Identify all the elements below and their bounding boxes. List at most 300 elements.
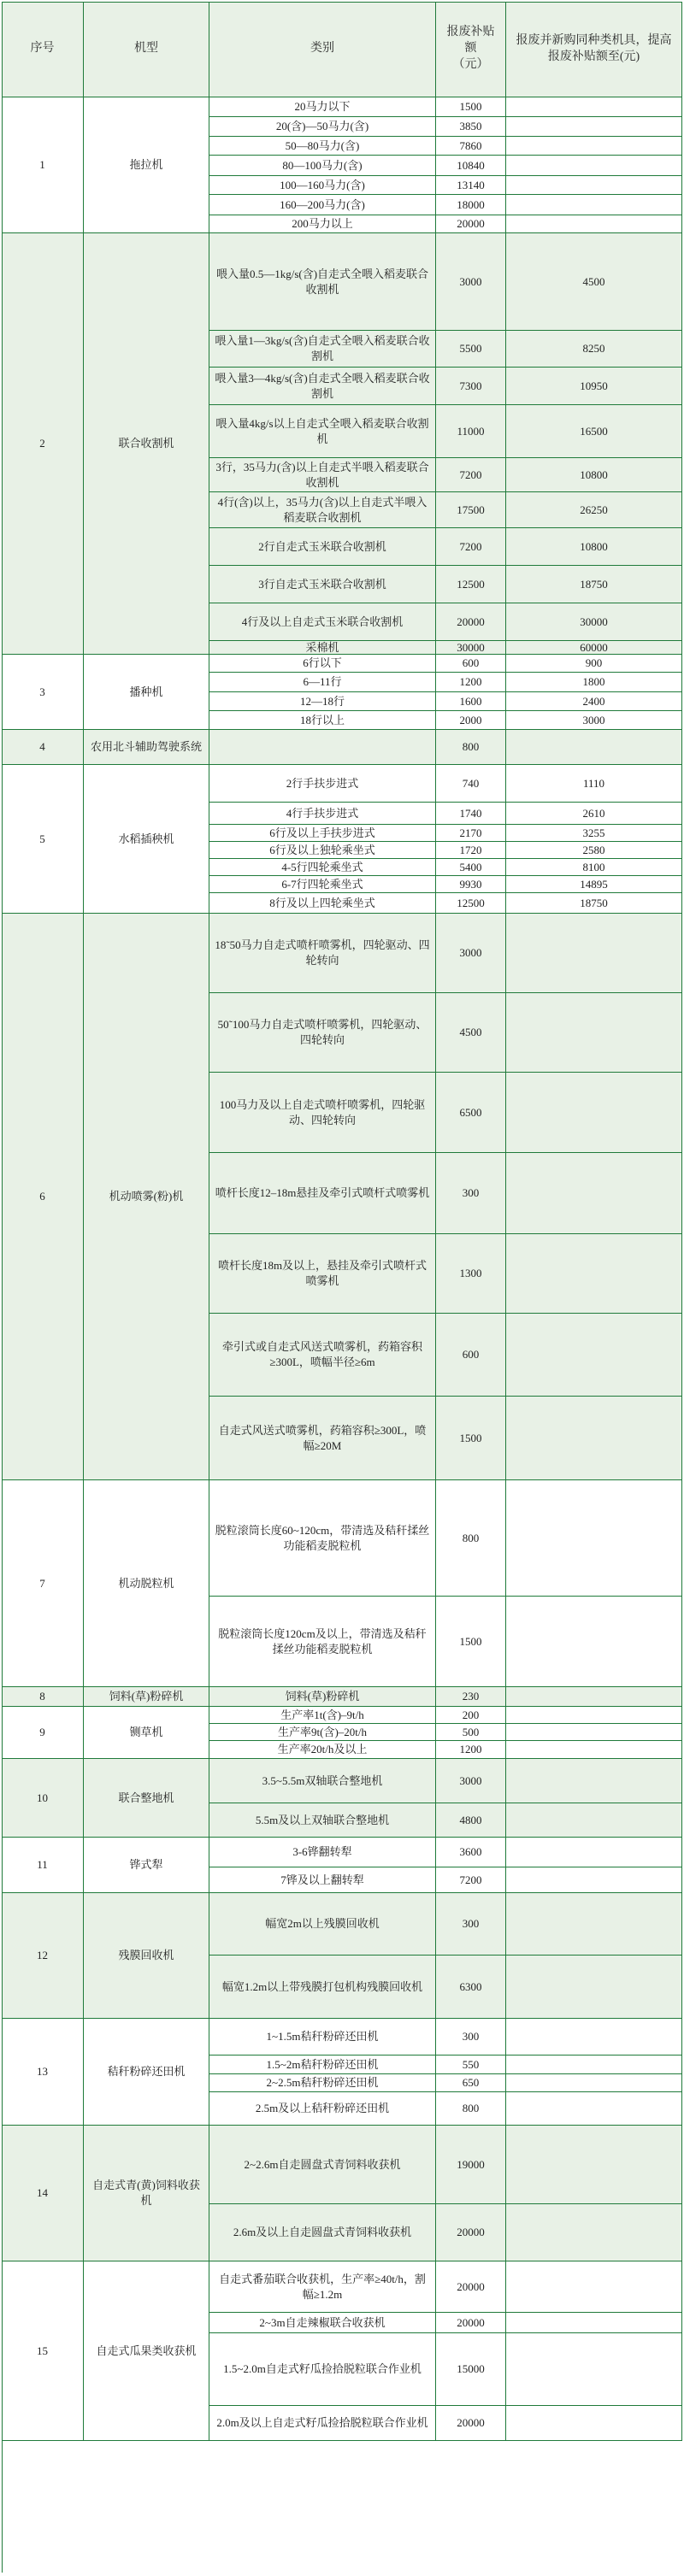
machine-type [84,1480,209,1687]
category-cell [209,405,436,458]
group-number-text: 9 [39,1726,45,1739]
category-cell [209,215,436,233]
new-subsidy-cell [506,195,682,215]
new-subsidy-cell [506,215,682,233]
subsidy-cell-text: 30000 [457,641,485,654]
machine-type [84,97,209,233]
machine-type-text: 铧式犁 [129,1858,163,1872]
new-subsidy-cell [506,331,682,368]
category-cell [209,673,436,692]
subsidy-cell-text: 6300 [459,1979,482,1993]
category-cell [209,1397,436,1480]
subsidy-cell [436,2019,506,2056]
new-subsidy-cell [506,2074,682,2092]
subsidy-cell-text: 20000 [457,615,485,628]
new-subsidy-cell-text: 10950 [580,379,608,392]
subsidy-cell [436,641,506,655]
subsidy-cell [436,1234,506,1314]
subsidy-cell [436,914,506,993]
category-cell [209,331,436,368]
subsidy-cell [436,156,506,176]
subsidy-cell [436,233,506,331]
new-subsidy-cell [506,2204,682,2261]
new-subsidy-cell [506,1759,682,1803]
new-subsidy-cell [506,1597,682,1687]
subsidy-cell [436,1597,506,1687]
category-cell [209,2019,436,2056]
new-subsidy-cell-text: 1110 [582,776,605,790]
category-cell-text: 7铧及以上翻转犁 [280,1873,364,1886]
machine-type [84,1893,209,2019]
machine-type-text: 联合收割机 [118,437,174,450]
new-subsidy-cell-text: 2580 [582,843,605,856]
group-number [2,1480,84,1687]
category-cell-text: 喂入量3—4kg/s(含)自走式全喂入稻麦联合收割机 [215,371,430,400]
subsidy-cell-text: 18000 [457,197,485,211]
group-number-text: 12 [37,1949,48,1962]
subsidy-cell [436,1759,506,1803]
machine-type [84,2126,209,2261]
category-cell [209,876,436,893]
subsidy-cell-text: 3000 [459,946,482,960]
new-subsidy-cell [506,1741,682,1759]
subsidy-cell-text: 19000 [457,2157,485,2171]
subsidy-cell-text: 550 [462,2057,480,2071]
new-subsidy-cell [506,692,682,711]
category-cell [209,1597,436,1687]
subsidy-cell [436,195,506,215]
new-subsidy-cell [506,1073,682,1153]
new-subsidy-cell [506,97,682,117]
subsidy-cell [436,1707,506,1724]
subsidy-cell-text: 7200 [459,468,482,481]
subsidy-cell [436,876,506,893]
subsidy-cell [436,331,506,368]
category-cell-text: 2~2.6m自走圆盘式青饲料收获机 [244,2157,401,2171]
category-cell-text: 3行，35马力(含)以上自走式半喂入稻麦联合收割机 [215,460,429,489]
subsidy-cell-text: 650 [462,2076,480,2090]
category-cell [209,2313,436,2333]
new-subsidy-cell [506,2261,682,2313]
category-cell [209,655,436,673]
machine-type-text: 播种机 [129,685,163,698]
subsidy-cell-text: 20000 [457,217,485,231]
subsidy-cell [436,655,506,673]
new-subsidy-cell [506,2406,682,2441]
category-cell-text: 生产率20t/h及以上 [277,1743,368,1756]
subsidy-cell-text: 10840 [457,158,485,172]
new-subsidy-cell [506,1314,682,1397]
group-number [2,655,84,730]
subsidy-cell [436,405,506,458]
category-cell-text: 200马力以上 [292,217,353,231]
header-type-text: 机型 [134,42,158,56]
new-subsidy-cell [506,156,682,176]
group-number-text: 15 [37,2344,48,2357]
new-subsidy-cell [506,673,682,692]
category-cell [209,2204,436,2261]
new-subsidy-cell [506,603,682,641]
group-number [2,1707,84,1759]
category-cell [209,492,436,528]
subsidy-cell-text: 1600 [459,694,482,708]
subsidy-cell [436,2261,506,2313]
group-number-text: 3 [39,685,45,698]
machine-type-text: 机动喷雾(粉)机 [109,1190,184,1203]
category-cell-text: 8行及以上四轮乘坐式 [269,896,375,909]
subsidy-cell [436,97,506,117]
subsidy-cell-text: 500 [462,1725,480,1738]
header-new-subsidy-text: 报废并新购同种类机具，提高报废补贴额至(元) [516,33,672,63]
group-number [2,1759,84,1838]
header-no [2,2,84,97]
category-cell-text: 18˜50马力自走式喷杆喷雾机，四轮驱动、四轮转向 [215,938,430,967]
new-subsidy-cell [506,1153,682,1234]
new-subsidy-cell [506,492,682,528]
category-cell-text: 80—100马力(含) [282,158,363,172]
subsidy-cell-text: 7860 [459,138,482,152]
category-cell-text: 20(含)—50马力(含) [275,120,369,133]
new-subsidy-cell-text: 3255 [582,826,605,839]
subsidy-cell-text: 2170 [459,826,482,839]
group-number-text: 10 [37,1791,48,1804]
subsidy-cell [436,803,506,825]
new-subsidy-cell-text: 18750 [580,896,608,909]
header-type [84,2,209,97]
category-cell-text: 50—80马力(含) [285,138,360,152]
subsidy-cell [436,566,506,603]
machine-type-text: 秸秆粉碎还田机 [107,2065,186,2079]
group-number-text: 13 [37,2065,48,2079]
subsidy-cell [436,673,506,692]
category-cell-text: 幅宽1.2m以上带残膜打包机构残膜回收机 [221,1979,423,1993]
category-cell-text: 4行手扶步进式 [286,806,359,820]
category-cell [209,117,436,137]
category-cell-text: 2~3m自走辣椒联合收获机 [259,2315,386,2329]
new-subsidy-cell [506,765,682,803]
category-cell-text: 喷杆长度18m及以上，悬挂及牵引式喷杆式喷雾机 [217,1259,428,1287]
new-subsidy-cell-text: 26250 [580,503,608,516]
subsidy-cell-text: 300 [462,1917,480,1931]
subsidy-cell [436,1687,506,1707]
subsidy-cell-text: 4800 [459,1813,482,1826]
machine-type-text: 农用北斗辅助驾驶系统 [90,740,202,754]
subsidy-cell-text: 600 [462,656,480,670]
new-subsidy-cell [506,233,682,331]
category-cell-text: 3-6铧翻转犁 [292,1845,352,1859]
new-subsidy-cell [506,655,682,673]
new-subsidy-cell-text: 3000 [582,713,605,726]
category-cell [209,1153,436,1234]
subsidy-cell [436,859,506,876]
subsidy-cell-text: 12500 [457,896,485,909]
category-cell-text: 100马力及以上自走式喷杆喷雾机，四轮驱动、四轮转向 [219,1097,426,1126]
new-subsidy-cell [506,405,682,458]
group-number [2,1838,84,1893]
header-subsidy [436,2,506,97]
category-cell [209,1803,436,1838]
category-cell [209,914,436,993]
subsidy-cell [436,2074,506,2092]
subsidy-cell [436,1741,506,1759]
new-subsidy-cell [506,458,682,492]
category-cell-text: 6-7行四轮乘坐式 [281,877,363,891]
subsidy-cell-text: 13140 [457,178,485,191]
category-cell-text: 2.0m及以上自走式籽瓜捡拾脱粒联合作业机 [216,2416,428,2430]
subsidy-cell-text: 3000 [459,274,482,288]
machine-type [84,233,209,655]
new-subsidy-cell-text: 16500 [580,424,608,438]
new-subsidy-cell [506,1867,682,1893]
category-cell [209,893,436,914]
subsidy-cell-text: 1500 [459,100,482,114]
category-cell [209,97,436,117]
category-cell [209,1724,436,1741]
new-subsidy-cell [506,1687,682,1707]
new-subsidy-cell [506,1397,682,1480]
new-subsidy-cell [506,1803,682,1838]
subsidy-cell [436,2333,506,2406]
machine-type [84,2261,209,2441]
new-subsidy-cell [506,528,682,566]
header-subsidy-text: 报废补贴额 （元） [446,26,495,71]
new-subsidy-cell [506,1893,682,1956]
new-subsidy-cell [506,1480,682,1597]
subsidy-cell-text: 300 [462,2030,480,2044]
subsidy-cell-text: 3000 [459,1773,482,1787]
subsidy-cell-text: 800 [462,2102,480,2115]
subsidy-cell [436,1153,506,1234]
header-no-text: 序号 [30,42,55,56]
subsidy-cell [436,2126,506,2204]
new-subsidy-cell [506,1956,682,2019]
new-subsidy-cell [506,1838,682,1867]
category-cell [209,1687,436,1707]
subsidy-cell [436,2313,506,2333]
category-cell [209,730,436,765]
subsidy-cell-text: 4500 [459,1026,482,1039]
group-number [2,730,84,765]
subsidy-cell [436,1724,506,1741]
subsidy-cell-text: 1300 [459,1267,482,1280]
machine-type [84,1687,209,1707]
subsidy-cell [436,458,506,492]
category-cell [209,993,436,1073]
subsidy-cell [436,137,506,156]
category-cell-text: 3.5~5.5m双轴联合整地机 [262,1773,383,1787]
category-cell-text: 自走式风送式喷雾机，药箱容积≥300L，喷幅≥20M [218,1423,427,1452]
category-cell [209,2056,436,2074]
category-cell [209,176,436,195]
machine-type [84,914,209,1480]
new-subsidy-cell [506,1724,682,1741]
subsidy-cell-text: 1720 [459,843,482,856]
category-cell [209,692,436,711]
subsidy-cell [436,603,506,641]
new-subsidy-cell-text: 8250 [582,342,605,356]
machine-type-text: 联合整地机 [118,1791,174,1804]
subsidy-cell-text: 1200 [459,1743,482,1756]
category-cell [209,195,436,215]
group-number-text: 7 [39,1576,45,1590]
category-cell [209,641,436,655]
subsidy-cell-text: 7300 [459,379,482,392]
category-cell [209,2261,436,2313]
category-cell-text: 6行及以上手扶步进式 [269,826,375,839]
subsidy-cell [436,711,506,730]
category-cell-text: 自走式番茄联合收获机，生产率≥40t/h，割幅≥1.2m [219,2272,426,2301]
subsidy-cell [436,1397,506,1480]
category-cell [209,2092,436,2126]
new-subsidy-cell-text: 60000 [580,641,608,654]
new-subsidy-cell-text: 14895 [580,877,608,891]
subsidy-cell [436,1803,506,1838]
new-subsidy-cell [506,137,682,156]
machine-type [84,1707,209,1759]
subsidy-cell-text: 1500 [459,1431,482,1444]
category-cell [209,859,436,876]
subsidy-cell [436,368,506,405]
machine-type [84,2019,209,2126]
group-number [2,233,84,655]
machine-type-text: 水稻插秧机 [118,832,174,845]
subsidy-cell [436,730,506,765]
category-cell [209,2333,436,2406]
subsidy-cell [436,528,506,566]
category-cell-text: 6行以下 [303,656,342,670]
new-subsidy-cell [506,2313,682,2333]
group-number-text: 14 [37,2186,48,2200]
subsidy-cell-text: 9930 [459,877,482,891]
new-subsidy-cell [506,1707,682,1724]
category-cell-text: 5.5m及以上双轴联合整地机 [255,1813,390,1826]
new-subsidy-cell-text: 30000 [580,615,608,628]
category-cell [209,1867,436,1893]
category-cell-text: 2行手扶步进式 [286,776,359,790]
subsidy-cell [436,765,506,803]
category-cell [209,1073,436,1153]
category-cell [209,368,436,405]
category-cell [209,458,436,492]
subsidy-cell [436,842,506,859]
subsidy-cell-text: 1500 [459,1634,482,1648]
group-number-text: 2 [39,437,45,450]
category-cell-text: 采棉机 [305,641,339,654]
subsidy-cell-text: 20000 [457,2416,485,2430]
category-cell-text: 100—160马力(含) [280,178,365,191]
category-cell-text: 2~2.5m秸秆粉碎还田机 [266,2076,379,2090]
new-subsidy-cell [506,176,682,195]
group-number [2,2019,84,2126]
category-cell [209,1234,436,1314]
category-cell-text: 6—11行 [303,675,342,689]
subsidy-cell [436,993,506,1073]
category-cell-text: 生产率9t(含)–20t/h [278,1725,367,1738]
category-cell-text: 脱粒滚筒长度120cm及以上，带清选及秸秆揉丝功能稻麦脱粒机 [218,1626,427,1656]
category-cell-text: 喂入量1—3kg/s(含)自走式全喂入稻麦联合收割机 [215,334,430,362]
category-cell-text: 4-5行四轮乘坐式 [281,860,363,873]
category-cell-text: 12—18行 [299,694,345,708]
new-subsidy-cell [506,2333,682,2406]
category-cell [209,2074,436,2092]
group-number [2,765,84,914]
category-cell-text: 3行自走式玉米联合收割机 [258,577,386,591]
category-cell-text: 2.5m及以上秸秆粉碎还田机 [255,2102,390,2115]
machine-type-text: 机动脱粒机 [118,1576,174,1590]
new-subsidy-cell [506,993,682,1073]
new-subsidy-cell [506,842,682,859]
new-subsidy-cell [506,711,682,730]
machine-type-text: 拖拉机 [129,158,163,172]
subsidy-cell [436,176,506,195]
category-cell [209,2406,436,2441]
category-cell-text: 4行及以上自走式玉米联合收割机 [241,615,404,628]
category-cell [209,1759,436,1803]
new-subsidy-cell [506,641,682,655]
group-number [2,1687,84,1707]
new-subsidy-cell [506,914,682,993]
group-number [2,2261,84,2441]
machine-type-text: 饲料(草)粉碎机 [109,1690,184,1703]
subsidy-cell [436,2056,506,2074]
new-subsidy-cell [506,730,682,765]
category-cell [209,1893,436,1956]
category-cell-text: 喷杆长度12–18m悬挂及牵引式喷杆式喷雾机 [215,1186,430,1200]
subsidy-cell [436,1867,506,1893]
new-subsidy-cell-text: 4500 [582,274,605,288]
category-cell [209,825,436,842]
category-cell [209,1707,436,1724]
subsidy-cell [436,117,506,137]
machine-type-text: 自走式瓜果类收获机 [96,2344,197,2357]
category-cell-text: 1.5~2.0m自走式籽瓜捡拾脱粒联合作业机 [223,2362,422,2376]
category-cell [209,842,436,859]
machine-type-text: 铡草机 [129,1726,163,1739]
new-subsidy-cell [506,825,682,842]
category-cell-text: 18行以上 [299,713,345,726]
category-cell-text: 1.5~2m秸秆粉碎还田机 [266,2057,379,2071]
machine-type [84,730,209,765]
new-subsidy-cell [506,893,682,914]
subsidy-cell [436,1956,506,2019]
subsidy-cell-text: 1200 [459,675,482,689]
category-cell-text: 饲料(草)粉碎机 [285,1690,360,1703]
subsidy-cell-text: 3600 [459,1845,482,1859]
new-subsidy-cell-text: 8100 [582,860,605,873]
group-number [2,1893,84,2019]
category-cell-text: 2行自走式玉米联合收割机 [258,539,386,553]
category-cell-text: 1~1.5m秸秆粉碎还田机 [266,2030,379,2044]
new-subsidy-cell [506,2056,682,2074]
category-cell-text: 4行(含)以上，35马力(含)以上自走式半喂入稻麦联合收割机 [217,495,428,524]
new-subsidy-cell-text: 10800 [580,468,608,481]
new-subsidy-cell-text: 1800 [582,675,605,689]
category-cell [209,765,436,803]
subsidy-cell-text: 15000 [457,2362,485,2376]
category-cell [209,1480,436,1597]
category-cell [209,2126,436,2204]
new-subsidy-cell-text: 2400 [582,694,605,708]
new-subsidy-cell [506,368,682,405]
subsidy-cell-text: 12500 [457,577,485,591]
category-cell-text: 2.6m及以上自走圆盘式青饲料收获机 [233,2226,412,2239]
category-cell [209,803,436,825]
group-number [2,97,84,233]
subsidy-table [2,2,682,2573]
subsidy-cell [436,1893,506,1956]
new-subsidy-cell [506,566,682,603]
category-cell [209,156,436,176]
